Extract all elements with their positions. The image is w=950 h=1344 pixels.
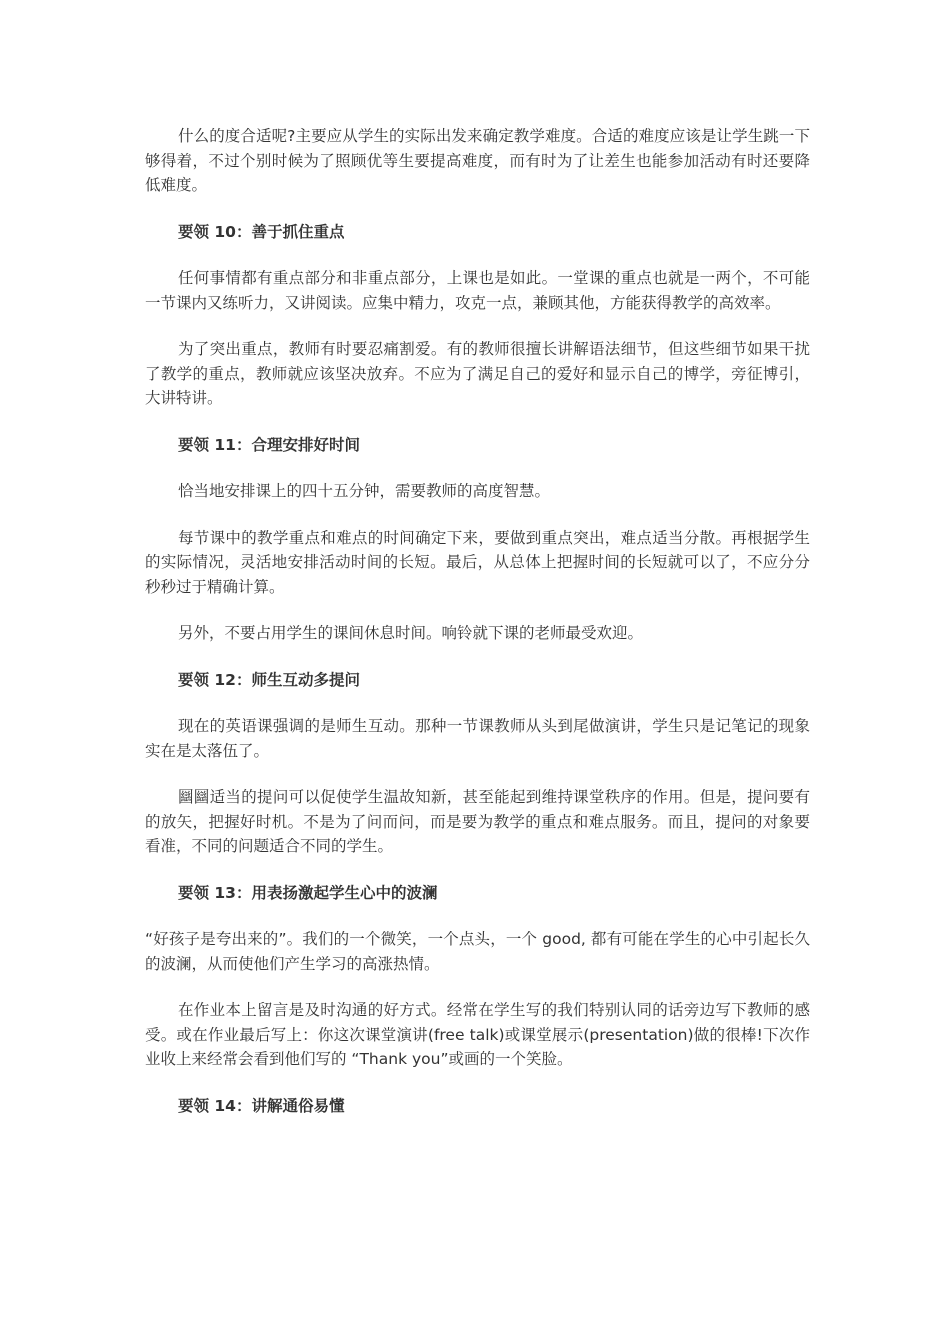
paragraph-interaction: 现在的英语课强调的是师生互动。那种一节课教师从头到尾做演讲，学生只是记笔记的现象实在是太落伍了。 [145,717,810,760]
paragraph-time-allocation: 每节课中的教学重点和难点的时间确定下来，要做到重点突出，难点适当分散。再根据学生的实际情况，灵活地安排活动时间的长短。最后，从总体上把握时间的长短就可以了，不应分分秒秒过于精确计算。 [145,528,810,596]
heading-tip-10: 要领 10：善于抓住重点 [178,222,345,241]
heading-tip-14: 要领 14：讲解通俗易懂 [178,1096,345,1115]
paragraph-difficulty: 什么的度合适呢?主要应从学生的实际出发来确定教学难度。合适的难度应该是让学生跳一下够得着，不过个别时候为了照顾优等生要提高难度，而有时为了让差生也能参加活动有时还要降低难度。 [145,127,810,194]
heading-tip-13: 要领 13：用表扬激起学生心中的波澜 [178,883,438,902]
paragraph-highlight-key-points: 为了突出重点，教师有时要忍痛割爱。有的教师很擅长讲解语法细节，但这些细节如果干扰了教学的重点，教师就应该坚决放弃。不应为了满足自己的爱好和显示自己的博学，旁征博引，大讲特讲。 [145,340,810,407]
paragraph-focus-key-points: 任何事情都有重点部分和非重点部分，上课也是如此。一堂课的重点也就是一两个，不可能一节课内又练听力，又讲阅读。应集中精力，攻克一点，兼顾其他，方能获得教学的高效率。 [145,269,810,312]
paragraph-questioning: 圝圝适当的提问可以促使学生温故知新，甚至能起到维持课堂秩序的作用。但是，提问要有的放矢，把握好时机。不是为了问而问，而是要为教学的重点和难点服务。而且，提问的对象要看准，不同的问题适合不同的学生。 [145,788,810,855]
paragraph-praise: “好孩子是夸出来的”。我们的一个微笑，一个点头，一个 good, 都有可能在学生的心中引起长久的波澜，从而使他们产生学习的高涨热情。 [145,930,810,973]
paragraph-forty-five-minutes: 恰当地安排课上的四十五分钟，需要教师的高度智慧。 [178,482,551,500]
paragraph-homework-comments: 在作业本上留言是及时沟通的好方式。经常在学生写的我们特别认同的话旁边写下教师的感受。或在作业最后写上：你这次课堂演讲(free talk)或课堂展示(presentation)做的很棒!下次作业收上来经常会看到他们写的 “Thank you”或画的一个笑脸。 [145,1001,810,1068]
heading-tip-12: 要领 12：师生互动多提问 [178,670,360,689]
paragraph-break-time: 另外，不要占用学生的课间休息时间。响铃就下课的老师最受欢迎。 [178,624,644,642]
heading-tip-11: 要领 11：合理安排好时间 [178,435,360,454]
document-page [145,124,810,1140]
